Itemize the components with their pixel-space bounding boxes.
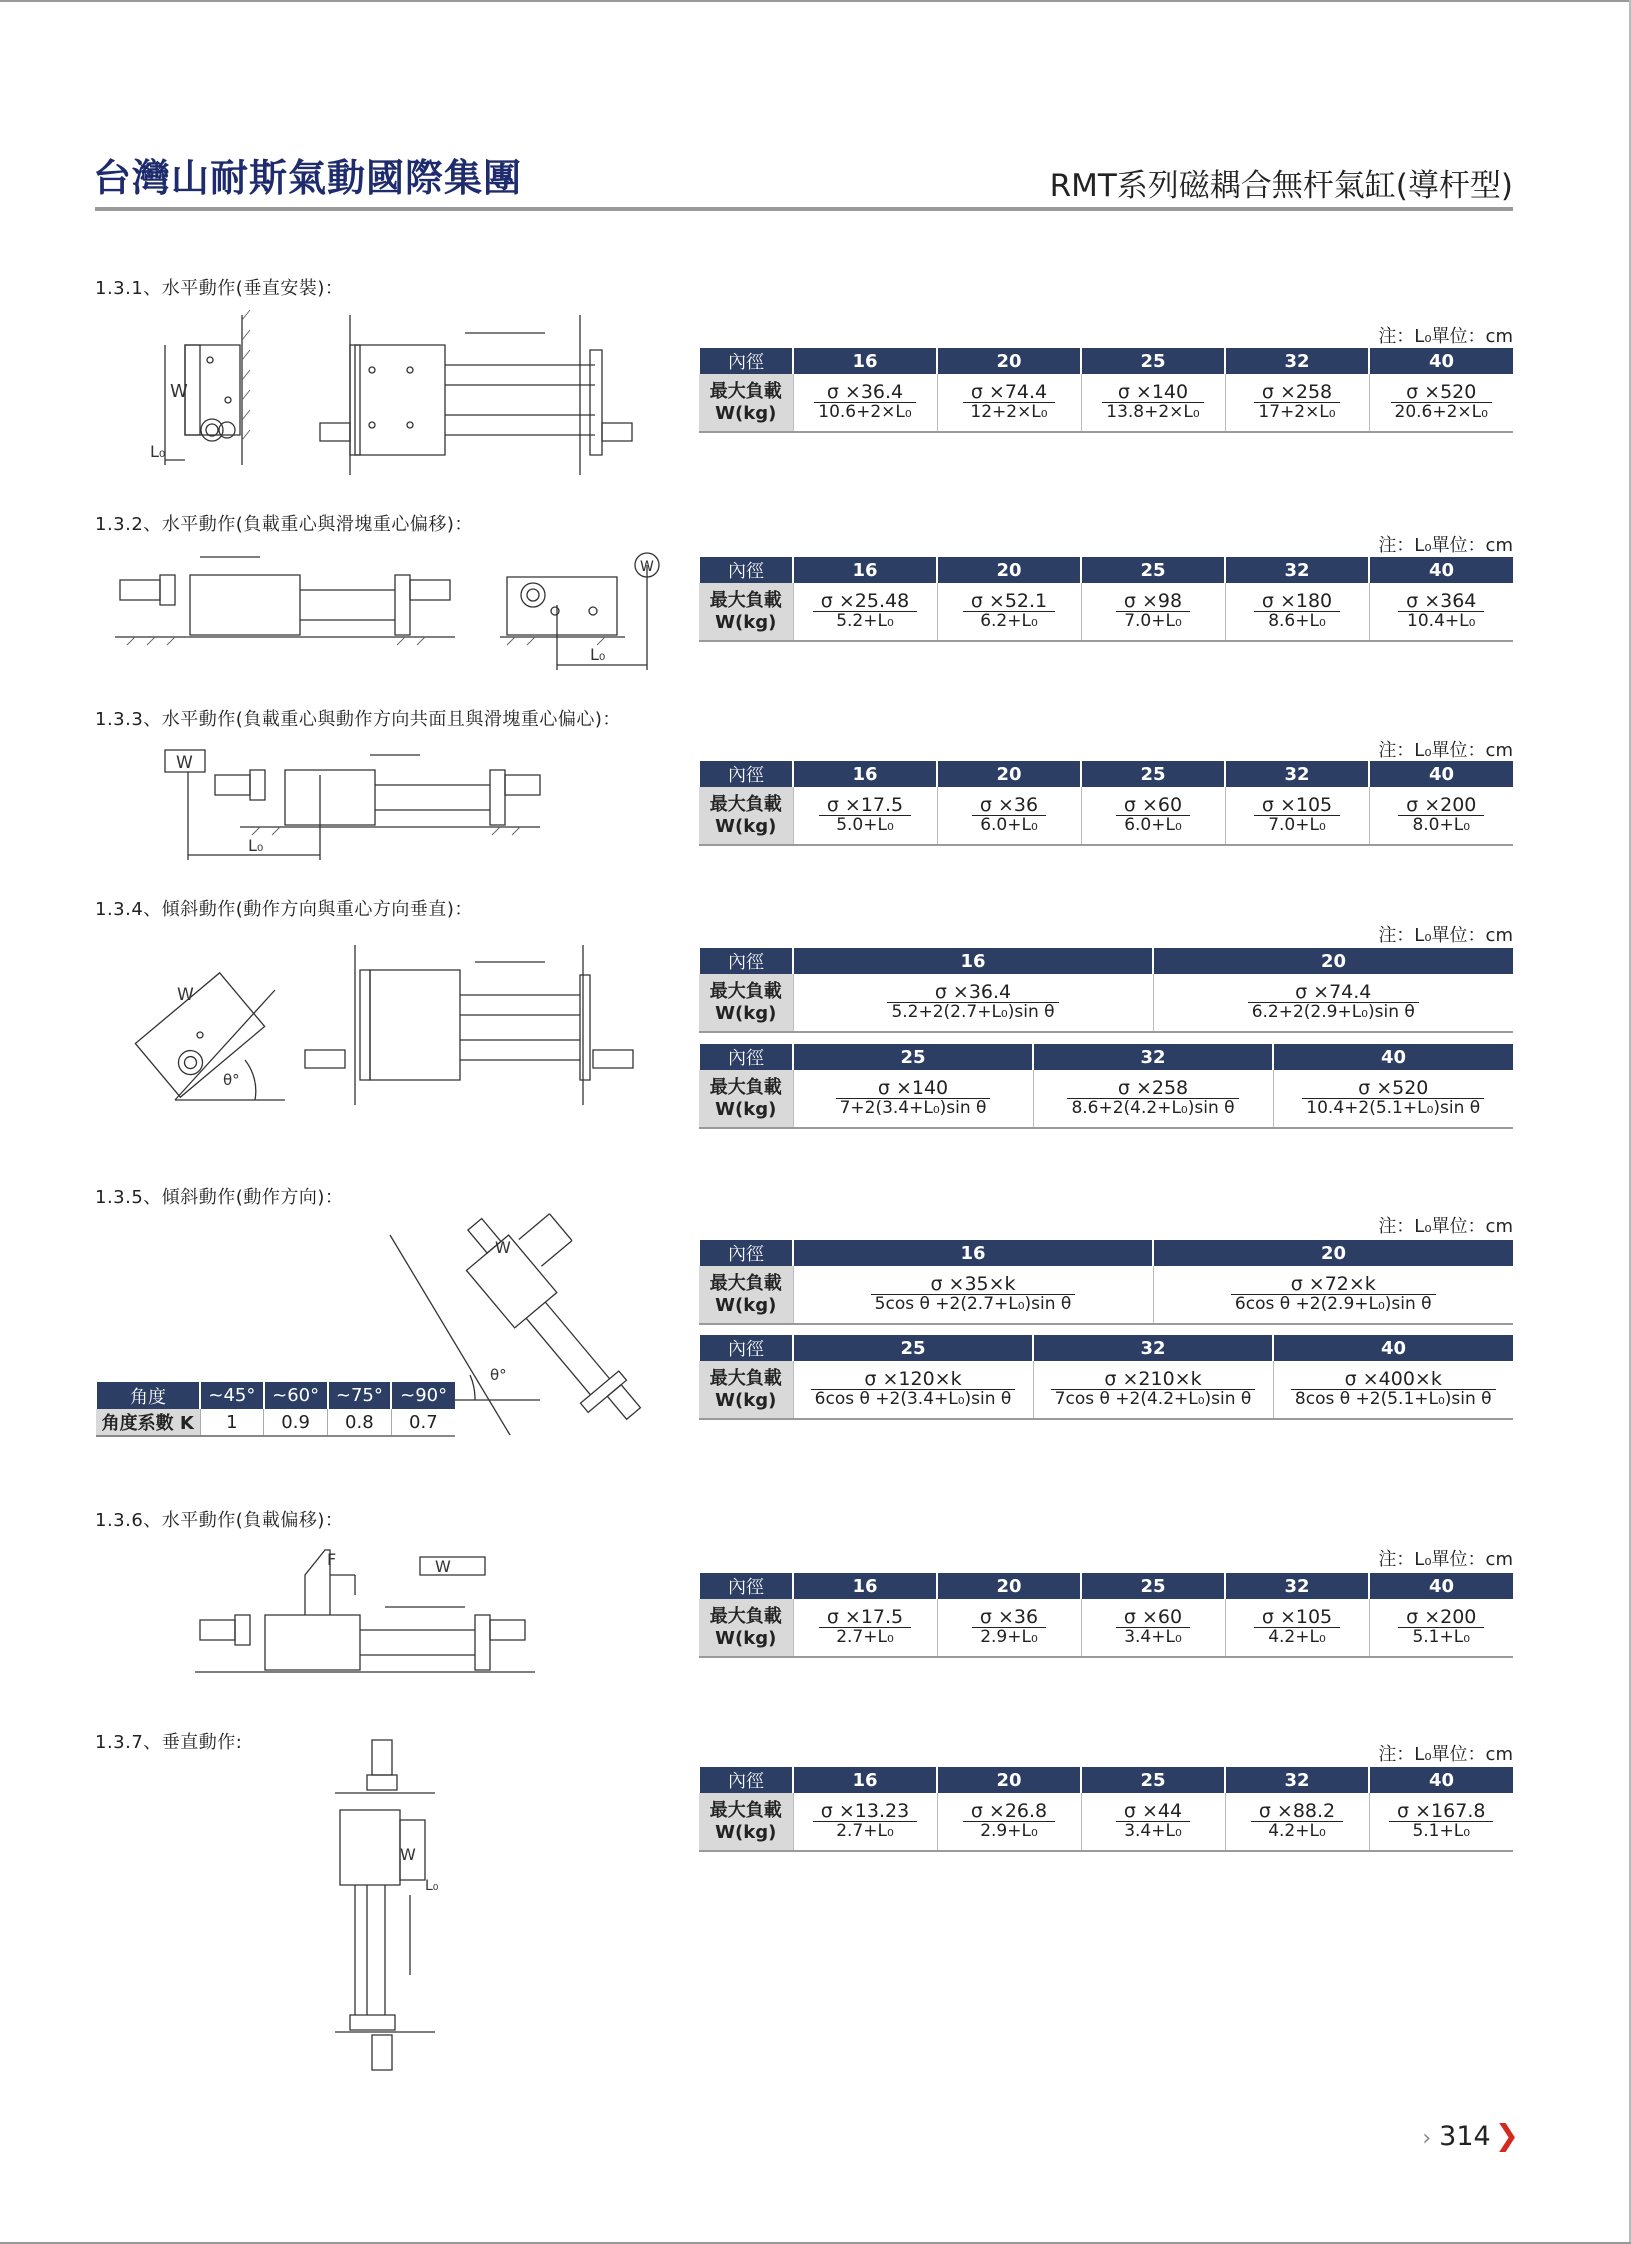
bore-size: 32 — [1033, 1044, 1273, 1070]
unit-note-4: 注：L₀單位：cm — [1378, 925, 1513, 946]
formula-cell: $\frac{\sigma \times 400\times k}{\text{8cos θ +2(5.1+L₀)sin θ}}$ — [1273, 1361, 1513, 1419]
formula-cell: $\frac{\sigma \times 105}{\text{4.2+L₀}}$ — [1225, 1599, 1369, 1657]
bore-size: 40 — [1369, 1573, 1513, 1599]
bore-header: 內徑 — [699, 1573, 793, 1599]
bore-size: 32 — [1225, 1767, 1369, 1793]
diagram-1-3-2 — [115, 545, 675, 675]
max-load-label: 最大負載 W(kg) — [699, 1793, 793, 1851]
bore-size: 32 — [1225, 348, 1369, 374]
formula-cell: $\frac{\sigma \times 36}{\text{6.0+L₀}}$ — [937, 787, 1081, 845]
angle-label: θ° — [223, 1071, 240, 1089]
formula-cell: $\frac{\sigma \times 258}{\text{8.6+2(4.2+L₀)sin θ}}$ — [1033, 1070, 1273, 1128]
table-header-row — [699, 1240, 1513, 1266]
document-title: RMT系列磁耦合無杆氣缸(導杆型) — [1049, 168, 1513, 204]
formula-cell: $\frac{\sigma \times 36.4}{\text{5.2+2(2.7+L₀)sin θ}}$ — [793, 974, 1153, 1032]
bore-size: 40 — [1273, 1044, 1513, 1070]
section-title-1-3-5: 1.3.5、傾斜動作(動作方向)： — [95, 1187, 344, 1208]
bore-size: 20 — [937, 761, 1081, 787]
bore-size: 16 — [793, 761, 937, 787]
table-row — [699, 787, 1513, 845]
formula-cell: $\frac{\sigma \times 44}{\text{3.4+L₀}}$ — [1081, 1793, 1225, 1851]
bore-size: 20 — [1153, 948, 1513, 974]
section-title-1-3-4: 1.3.4、傾斜動作(動作方向與重心方向垂直)： — [95, 899, 473, 920]
table-row — [699, 974, 1513, 1032]
bore-size: 16 — [793, 1240, 1153, 1266]
bore-size: 16 — [793, 1767, 937, 1793]
page-number-value: 314 — [1439, 2121, 1491, 2152]
bore-size: 16 — [793, 1573, 937, 1599]
offset-label: L₀ — [150, 442, 166, 461]
table-row — [699, 1361, 1513, 1419]
table-row — [699, 1070, 1513, 1128]
unit-note-1: 注：L₀單位：cm — [1378, 326, 1513, 347]
bore-size: 25 — [1081, 348, 1225, 374]
formula-cell: $\frac{\sigma \times 520}{\text{10.4+2(5.1+L₀)sin θ}}$ — [1273, 1070, 1513, 1128]
formula-cell: $\frac{\sigma \times 200}{\text{5.1+L₀}}$ — [1369, 1599, 1513, 1657]
table-header-row — [699, 557, 1513, 583]
section-title-1-3-2: 1.3.2、水平動作(負載重心與滑塊重心偏移)： — [95, 514, 473, 535]
weight-label: W — [170, 381, 188, 402]
page-top-border — [0, 0, 1631, 2]
table-header-row — [699, 1335, 1513, 1361]
formula-cell: $\frac{\sigma \times 140}{\text{13.8+2×L₀}}$ — [1081, 374, 1225, 432]
table-header-row — [96, 1382, 455, 1409]
formula-cell: $\frac{\sigma \times 210\times k}{\text{7cos θ +2(4.2+L₀)sin θ}}$ — [1033, 1361, 1273, 1419]
spec-table-1-3-2 — [698, 557, 1513, 642]
section-title-1-3-3: 1.3.3、水平動作(負載重心與動作方向共面且與滑塊重心偏心)： — [95, 709, 621, 730]
offset-label: L₀ — [590, 645, 606, 664]
formula-cell: $\frac{\sigma \times 13.23}{\text{2.7+L₀}}$ — [793, 1793, 937, 1851]
bore-size: 16 — [793, 557, 937, 583]
force-label: F — [327, 1550, 337, 1569]
diagram-1-3-4 — [105, 940, 665, 1110]
diagram-1-3-7 — [325, 1735, 475, 2095]
bore-size: 25 — [793, 1044, 1033, 1070]
angle-value: ~75° — [328, 1382, 392, 1409]
spec-table-1-3-4-top — [698, 948, 1513, 1033]
bore-size: 20 — [937, 1573, 1081, 1599]
angle-header: 角度 — [96, 1382, 200, 1409]
weight-label: W — [435, 1557, 451, 1576]
spec-table-1-3-5-bottom — [698, 1335, 1513, 1420]
formula-cell: $\frac{\sigma \times 520}{\text{20.6+2×L₀}}$ — [1369, 374, 1513, 432]
bore-size: 16 — [793, 948, 1153, 974]
offset-label: L₀ — [425, 1878, 439, 1894]
angle-value: ~60° — [264, 1382, 328, 1409]
bore-header: 內徑 — [699, 1044, 793, 1070]
formula-cell: $\frac{\sigma \times 36.4}{\text{10.6+2×L₀}}$ — [793, 374, 937, 432]
max-load-label: 最大負載 W(kg) — [699, 1599, 793, 1657]
diagram-1-3-1 — [150, 305, 670, 475]
formula-cell: $\frac{\sigma \times 17.5}{\text{2.7+L₀}}$ — [793, 1599, 937, 1657]
formula-cell: $\frac{\sigma \times 200}{\text{8.0+L₀}}$ — [1369, 787, 1513, 845]
bore-header: 內徑 — [699, 557, 793, 583]
section-title-1-3-7: 1.3.7、垂直動作: — [95, 1732, 243, 1753]
bore-header: 內徑 — [699, 1240, 793, 1266]
unit-note-3: 注：L₀單位：cm — [1378, 740, 1513, 761]
brand-name: 台灣山耐斯氣動國際集團 — [93, 156, 523, 200]
formula-cell: $\frac{\sigma \times 364}{\text{10.4+L₀}}$ — [1369, 583, 1513, 641]
unit-note-2: 注：L₀單位：cm — [1378, 535, 1513, 556]
spec-table-1-3-3 — [698, 761, 1513, 846]
bore-size: 40 — [1369, 1767, 1513, 1793]
formula-cell: $\frac{\sigma \times 35\times k}{\text{5cos θ +2(2.7+L₀)sin θ}}$ — [793, 1266, 1153, 1324]
max-load-label: 最大負載 W(kg) — [699, 1070, 793, 1128]
spec-table-1-3-5-top — [698, 1240, 1513, 1325]
angle-value: ~90° — [391, 1382, 455, 1409]
diagram-1-3-6 — [195, 1545, 565, 1675]
table-header-row — [699, 948, 1513, 974]
bore-size: 25 — [1081, 1573, 1225, 1599]
table-row — [699, 1266, 1513, 1324]
formula-cell: $\frac{\sigma \times 72\times k}{\text{6cos θ +2(2.9+L₀)sin θ}}$ — [1153, 1266, 1513, 1324]
bore-size: 20 — [937, 1767, 1081, 1793]
header-rule — [95, 207, 1513, 211]
formula-cell: $\frac{\sigma \times 258}{\text{17+2×L₀}}$ — [1225, 374, 1369, 432]
table-row — [699, 374, 1513, 432]
bore-size: 32 — [1225, 1573, 1369, 1599]
formula-cell: $\frac{\sigma \times 180}{\text{8.6+L₀}}$ — [1225, 583, 1369, 641]
table-row — [699, 583, 1513, 641]
chevron-right-icon: › — [1422, 2126, 1432, 2151]
bore-size: 25 — [1081, 1767, 1225, 1793]
angle-coefficient-table — [95, 1382, 455, 1437]
max-load-label: 最大負載 W(kg) — [699, 974, 793, 1032]
bore-size: 32 — [1033, 1335, 1273, 1361]
table-header-row — [699, 761, 1513, 787]
formula-cell: $\frac{\sigma \times 25.48}{\text{5.2+L₀}}$ — [793, 583, 937, 641]
formula-cell: $\frac{\sigma \times 60}{\text{6.0+L₀}}$ — [1081, 787, 1225, 845]
section-title-1-3-6: 1.3.6、水平動作(負載偏移)： — [95, 1510, 344, 1531]
bore-header: 內徑 — [699, 1335, 793, 1361]
section-title-1-3-1: 1.3.1、水平動作(垂直安裝)： — [95, 278, 344, 299]
angle-value: ~45° — [200, 1382, 264, 1409]
weight-label: W — [640, 559, 654, 575]
weight-label: W — [400, 1845, 416, 1864]
table-header-row — [699, 1767, 1513, 1793]
bore-size: 40 — [1369, 348, 1513, 374]
formula-cell: $\frac{\sigma \times 88.2}{\text{4.2+L₀}}$ — [1225, 1793, 1369, 1851]
table-row — [699, 1793, 1513, 1851]
bore-header: 內徑 — [699, 948, 793, 974]
bore-size: 20 — [937, 557, 1081, 583]
bore-size: 25 — [793, 1335, 1033, 1361]
spec-table-1-3-6 — [698, 1573, 1513, 1658]
formula-cell: $\frac{\sigma \times 17.5}{\text{5.0+L₀}}$ — [793, 787, 937, 845]
arrow-right-icon: ❯ — [1494, 2118, 1519, 2152]
angle-label: θ° — [490, 1366, 507, 1384]
formula-cell: $\frac{\sigma \times 36}{\text{2.9+L₀}}$ — [937, 1599, 1081, 1657]
page-number — [1422, 2118, 1519, 2152]
table-row — [699, 1599, 1513, 1657]
unit-note-6: 注：L₀單位：cm — [1378, 1549, 1513, 1570]
table-row — [96, 1409, 455, 1436]
coefficient-value: 0.7 — [391, 1409, 455, 1436]
bore-size: 40 — [1369, 557, 1513, 583]
formula-cell: $\frac{\sigma \times 120\times k}{\text{6cos θ +2(3.4+L₀)sin θ}}$ — [793, 1361, 1033, 1419]
bore-size: 32 — [1225, 557, 1369, 583]
formula-cell: $\frac{\sigma \times 167.8}{\text{5.1+L₀}}$ — [1369, 1793, 1513, 1851]
max-load-label: 最大負載 W(kg) — [699, 1361, 793, 1419]
bore-size: 20 — [1153, 1240, 1513, 1266]
coefficient-value: 1 — [200, 1409, 264, 1436]
max-load-label: 最大負載 W(kg) — [699, 374, 793, 432]
formula-cell: $\frac{\sigma \times 26.8}{\text{2.9+L₀}}$ — [937, 1793, 1081, 1851]
bore-size: 25 — [1081, 557, 1225, 583]
table-header-row — [699, 348, 1513, 374]
bore-size: 40 — [1273, 1335, 1513, 1361]
table-header-row — [699, 1044, 1513, 1070]
coefficient-value: 0.8 — [328, 1409, 392, 1436]
spec-table-1-3-1 — [698, 348, 1513, 433]
bore-header: 內徑 — [699, 761, 793, 787]
formula-cell: $\frac{\sigma \times 74.4}{\text{6.2+2(2.9+L₀)sin θ}}$ — [1153, 974, 1513, 1032]
max-load-label: 最大負載 W(kg) — [699, 1266, 793, 1324]
formula-cell: $\frac{\sigma \times 52.1}{\text{6.2+L₀}}$ — [937, 583, 1081, 641]
bore-header: 內徑 — [699, 348, 793, 374]
diagram-1-3-3 — [160, 745, 580, 865]
formula-cell: $\frac{\sigma \times 60}{\text{3.4+L₀}}$ — [1081, 1599, 1225, 1657]
unit-note-7: 注：L₀單位：cm — [1378, 1744, 1513, 1765]
unit-note-5: 注：L₀單位：cm — [1378, 1216, 1513, 1237]
offset-label: L₀ — [248, 836, 264, 855]
coefficient-label: 角度系數 K — [96, 1409, 200, 1436]
spec-table-1-3-7 — [698, 1767, 1513, 1852]
formula-cell: $\frac{\sigma \times 105}{\text{7.0+L₀}}$ — [1225, 787, 1369, 845]
spec-table-1-3-4-bottom — [698, 1044, 1513, 1129]
max-load-label: 最大負載 W(kg) — [699, 583, 793, 641]
weight-label: W — [176, 753, 193, 773]
bore-size: 20 — [937, 348, 1081, 374]
bore-header: 內徑 — [699, 1767, 793, 1793]
coefficient-value: 0.9 — [264, 1409, 328, 1436]
table-header-row — [699, 1573, 1513, 1599]
bore-size: 16 — [793, 348, 937, 374]
formula-cell: $\frac{\sigma \times 140}{\text{7+2(3.4+L₀)sin θ}}$ — [793, 1070, 1033, 1128]
bore-size: 25 — [1081, 761, 1225, 787]
weight-label: W — [177, 985, 194, 1005]
weight-label: W — [495, 1238, 511, 1257]
formula-cell: $\frac{\sigma \times 74.4}{\text{12+2×L₀}}$ — [937, 374, 1081, 432]
bore-size: 32 — [1225, 761, 1369, 787]
bore-size: 40 — [1369, 761, 1513, 787]
formula-cell: $\frac{\sigma \times 98}{\text{7.0+L₀}}$ — [1081, 583, 1225, 641]
max-load-label: 最大負載 W(kg) — [699, 787, 793, 845]
